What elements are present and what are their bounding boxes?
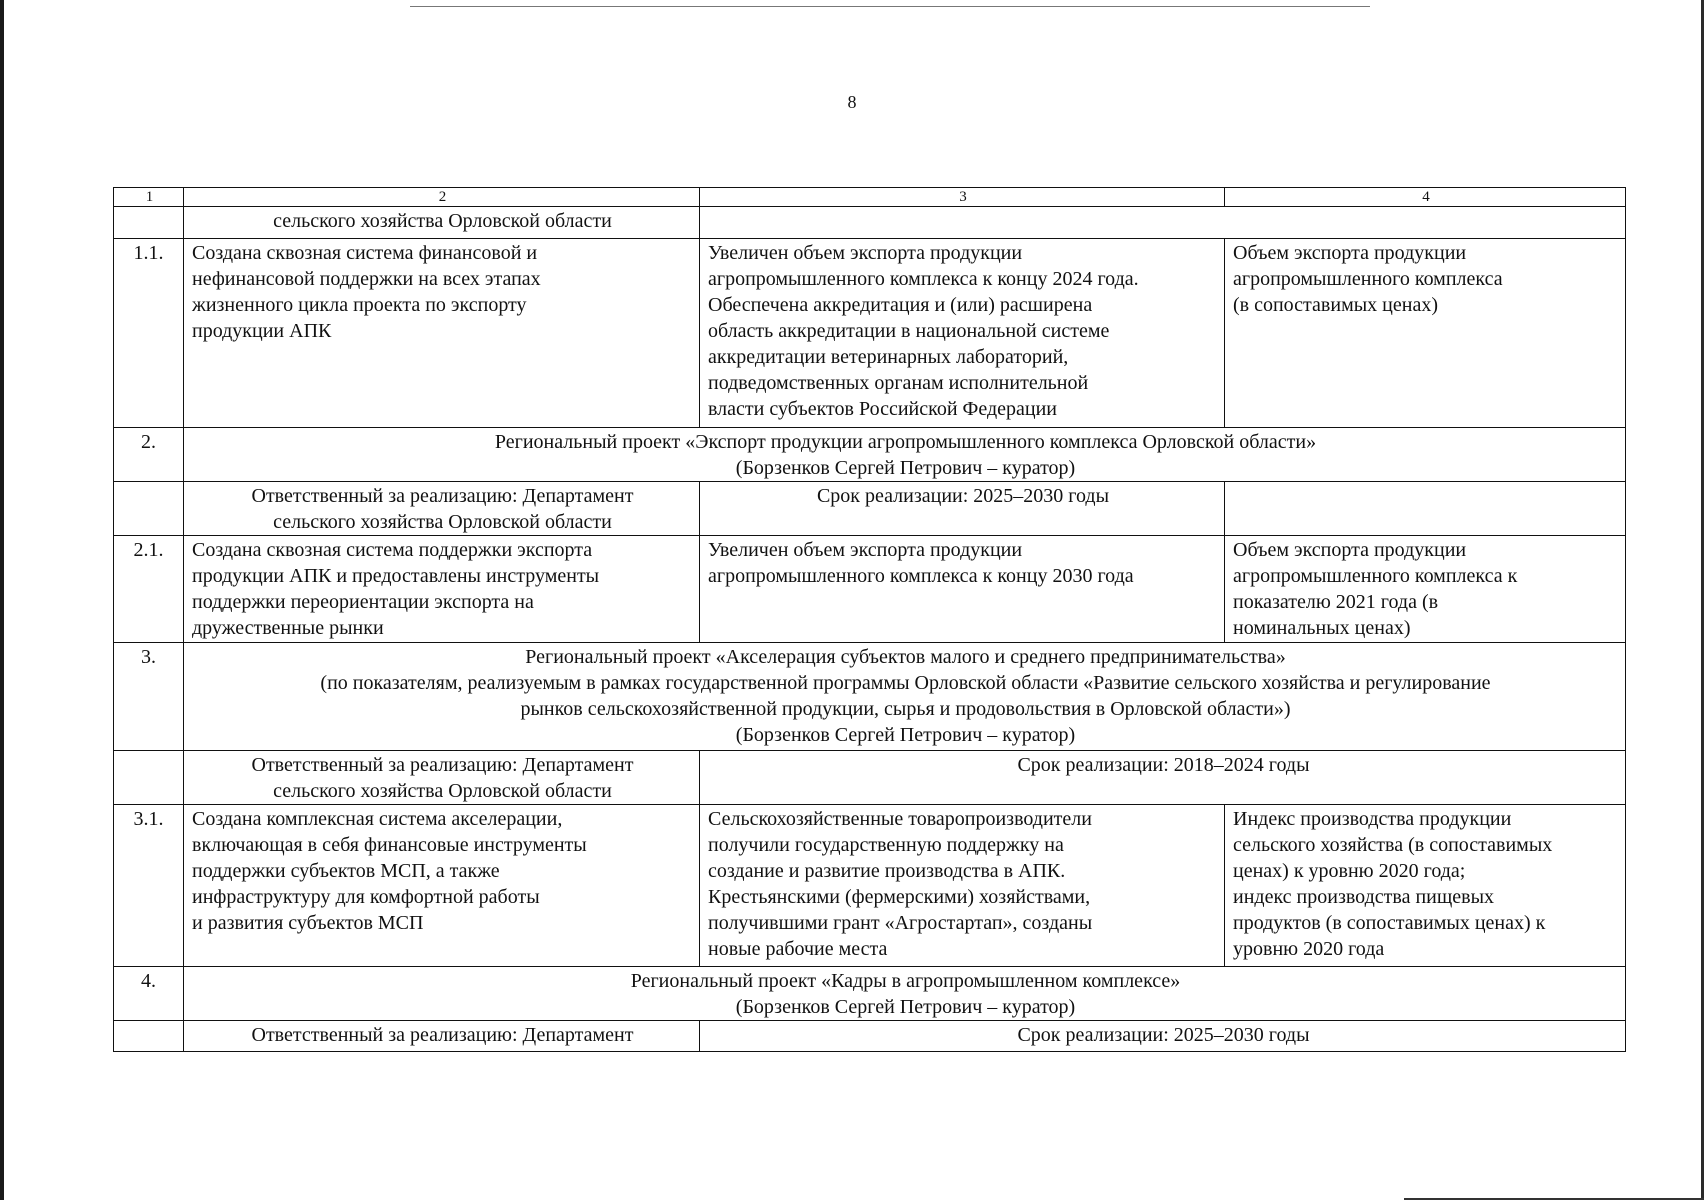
- indicator-cell: Индекс производства продукции сельского хозяйства (в сопоставимых ценах) к уровню 2020 года; индекс производства пищевых продуктов (в сопоставимых ценах) к уровню 2020 года: [1225, 805, 1626, 967]
- row-number: 4.: [114, 967, 184, 1021]
- responsible-cell: Ответственный за реализацию: Департамент сельского хозяйства Орловской области: [184, 482, 700, 536]
- empty-cell: [114, 751, 184, 805]
- header-col-2: 2: [184, 188, 700, 207]
- indicator-cell: Объем экспорта продукции агропромышленного комплекса (в сопоставимых ценах): [1225, 239, 1626, 428]
- row-number: 2.1.: [114, 536, 184, 643]
- row-number: 2.: [114, 428, 184, 482]
- empty-cell: [700, 207, 1626, 239]
- table-row-2-1: [114, 536, 1626, 643]
- empty-cell: [114, 1021, 184, 1052]
- project-row-3: [114, 643, 1626, 751]
- effect-cell: Увеличен объем экспорта продукции агропромышленного комплекса к концу 2024 года. Обеспечена аккредитация и (или) расширена область аккредитации в национальной системе аккредитации ветеринарных лабораторий, подведомственных органам исполнительной власти субъектов Российской Федерации: [700, 239, 1225, 428]
- task-cell: Создана сквозная система поддержки экспорта продукции АПК и предоставлены инструменты поддержки переориентации экспорта на дружественные рынки: [184, 536, 700, 643]
- continuation-text: сельского хозяйства Орловской области: [184, 207, 700, 239]
- document-table: [113, 187, 1626, 1052]
- table-row-3-1: [114, 805, 1626, 967]
- task-cell: Создана сквозная система финансовой и нефинансовой поддержки на всех этапах жизненного цикла проекта по экспорту продукции АПК: [184, 239, 700, 428]
- empty-cell: [114, 207, 184, 239]
- effect-cell: Сельскохозяйственные товаропроизводители получили государственную поддержку на создание и развитие производства в АПК. Крестьянскими (фермерскими) хозяйствами, получившими грант «Агростартап», созданы новые рабочие места: [700, 805, 1225, 967]
- indicator-cell: Объем экспорта продукции агропромышленного комплекса к показателю 2021 года (в номинальных ценах): [1225, 536, 1626, 643]
- task-cell: Создана комплексная система акселерации, включающая в себя финансовые инструменты поддержки субъектов МСП, а также инфраструктуру для комфортной работы и развития субъектов МСП: [184, 805, 700, 967]
- term-cell: Срок реализации: 2025–2030 годы: [700, 1021, 1626, 1052]
- responsible-row-4: [114, 1021, 1626, 1052]
- responsible-row-2: [114, 482, 1626, 536]
- header-col-3: 3: [700, 188, 1225, 207]
- header-col-1: 1: [114, 188, 184, 207]
- row-number: 1.1.: [114, 239, 184, 428]
- project-title: Региональный проект «Экспорт продукции агропромышленного комплекса Орловской области» (Борзенков Сергей Петрович – куратор): [184, 428, 1626, 482]
- scan-edge-left: [0, 0, 4, 1200]
- table-row-1-1: [114, 239, 1626, 428]
- row-number: 3.1.: [114, 805, 184, 967]
- project-title: Региональный проект «Акселерация субъектов малого и среднего предпринимательства» (по показателям, реализуемым в рамках государственной программы Орловской области «Развитие сельского хозяйства и регулирование рынков сельскохозяйственной продукции, сырья и продовольствия в Орловской области») (Борзенков Сергей Петрович – куратор): [184, 643, 1626, 751]
- header-row: [114, 188, 1626, 207]
- project-row-4: [114, 967, 1626, 1021]
- empty-cell: [114, 482, 184, 536]
- responsible-cell: Ответственный за реализацию: Департамент сельского хозяйства Орловской области: [184, 751, 700, 805]
- continuation-row: [114, 207, 1626, 239]
- term-cell: Срок реализации: 2018–2024 годы: [700, 751, 1626, 805]
- header-col-4: 4: [1225, 188, 1626, 207]
- responsible-cell: Ответственный за реализацию: Департамент: [184, 1021, 700, 1052]
- page-number: 8: [847, 92, 857, 112]
- term-cell: Срок реализации: 2025–2030 годы: [700, 482, 1225, 536]
- responsible-row-3: [114, 751, 1626, 805]
- project-row-2: [114, 428, 1626, 482]
- project-title: Региональный проект «Кадры в агропромышленном комплексе» (Борзенков Сергей Петрович – куратор): [184, 967, 1626, 1021]
- row-number: 3.: [114, 643, 184, 751]
- scan-top-line: [410, 6, 1370, 7]
- effect-cell: Увеличен объем экспорта продукции агропромышленного комплекса к концу 2030 года: [700, 536, 1225, 643]
- empty-cell: [1225, 482, 1626, 536]
